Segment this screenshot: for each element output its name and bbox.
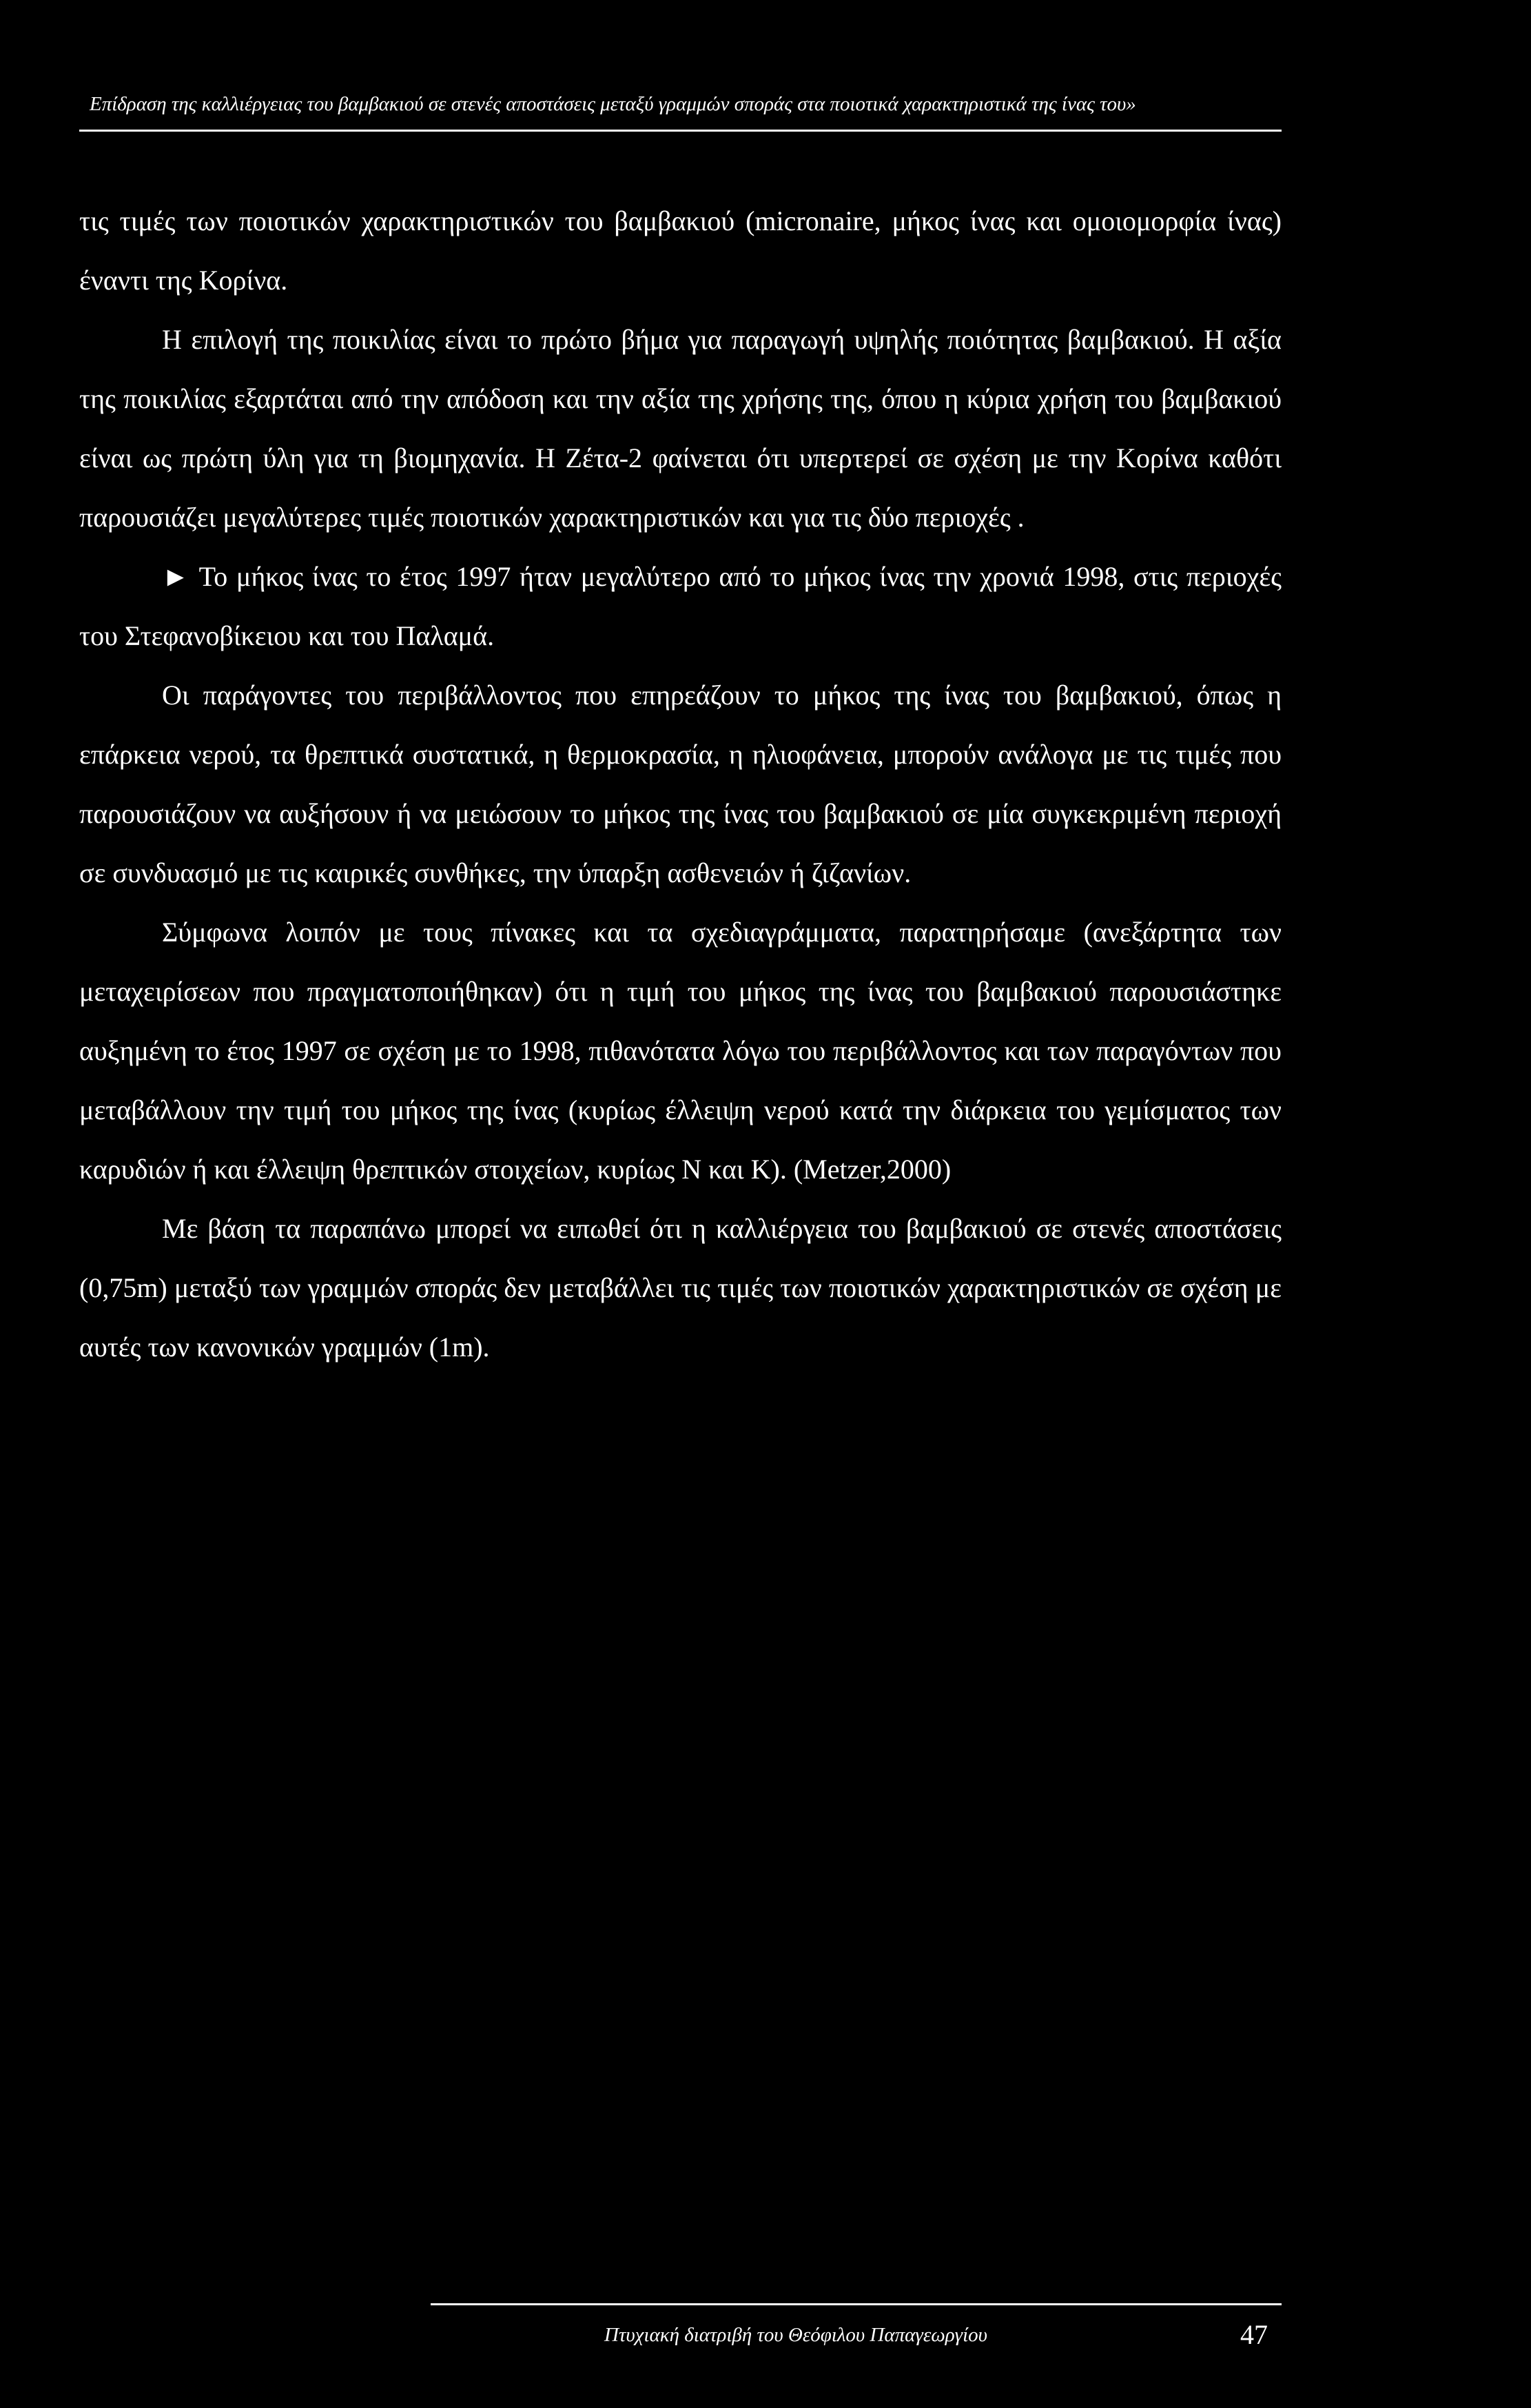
paragraph-variety-selection: Η επιλογή της ποικιλίας είναι το πρώτο βήμα για παραγωγή υψηλής ποιότητας βαμβακιού. Η αξία της ποικιλίας εξαρτάται από την απόδοση και την αξία της χρήσης της, όπου η κύρια χρήση του βαμβακιού είναι ως πρώτη ύλη για τη βιομηχανία. Η Ζέτα-2 φαίνεται ότι υπερτερεί σε σχέση με την Κορίνα καθότι παρουσιάζει μεγαλύτερες τιμές ποιοτικών χαρακτηριστικών και για τις δύο περιοχές . <box>79 324 1282 533</box>
bullet-paragraph-fiber-length <box>79 547 1282 666</box>
footer-divider <box>431 2303 1282 2305</box>
paragraph-environment-factors: Οι παράγοντες του περιβάλλοντος που επηρεάζουν το μήκος της ίνας του βαμβακιού, όπως η επάρκεια νερού, τα θρεπτικά συστατικά, η θερμοκρασία, η ηλιοφάνεια, μπορούν ανάλογα με τις τιμές που παρουσιάζουν να αυξήσουν ή να μειώσουν το μήκος της ίνας του βαμβακιού σε μία συγκεκριμένη περιοχή σε συνδυασμό με τις καιρικές συνθήκες, την ύπαρξη ασθενειών ή ζιζανίων. <box>79 680 1282 888</box>
running-header: Επίδραση της καλλιέργειας του βαμβακιού σε στενές αποστάσεις μεταξύ γραμμών σποράς στα ποιοτικά χαρακτηριστικά της ίνας του» <box>90 93 1136 115</box>
right-triangle-icon: ► <box>162 561 189 592</box>
paragraph-conclusion: Με βάση τα παραπάνω μπορεί να ειπωθεί ότι η καλλιέργεια του βαμβακιού σε στενές αποστάσεις (0,75m) μεταξύ των γραμμών σποράς δεν μεταβάλλει τις τιμές των ποιοτικών χαρακτηριστικών σε σχέση με αυτές των κανονικών γραμμών (1m). <box>79 1213 1282 1363</box>
page-number: 47 <box>1240 2319 1268 2350</box>
paragraph-continued: τις τιμές των ποιοτικών χαρακτηριστικών του βαμβακιού (micronaire, μήκος ίνας και ομοιομορφία ίνας) έναντι της Κορίνα. <box>79 205 1282 296</box>
page-body <box>79 192 1282 1377</box>
bullet-text: Το μήκος ίνας το έτος 1997 ήταν μεγαλύτερο από το μήκος ίνας την χρονιά 1998, στις περιοχές του Στεφανοβίκειου και του Παλαμά. <box>79 561 1282 651</box>
footer-title: Πτυχιακή διατριβή του Θεόφιλου Παπαγεωργίου <box>604 2324 987 2346</box>
header-divider <box>79 130 1282 132</box>
paragraph-observations: Σύμφωνα λοιπόν με τους πίνακες και τα σχεδιαγράμματα, παρατηρήσαμε (ανεξάρτητα των μεταχειρίσεων που πραγματοποιήθηκαν) ότι η τιμή του μήκος της ίνας του βαμβακιού παρουσιάστηκε αυξημένη το έτος 1997 σε σχέση με το 1998, πιθανότατα λόγω του περιβάλλοντος και των παραγόντων που μεταβάλλουν την τιμή του μήκος της ίνας (κυρίως έλλειψη νερού κατά την διάρκεια του γεμίσματος των καρυδιών ή και έλλειψη θρεπτικών στοιχείων, κυρίως N και K). (Metzer,2000) <box>79 917 1282 1185</box>
